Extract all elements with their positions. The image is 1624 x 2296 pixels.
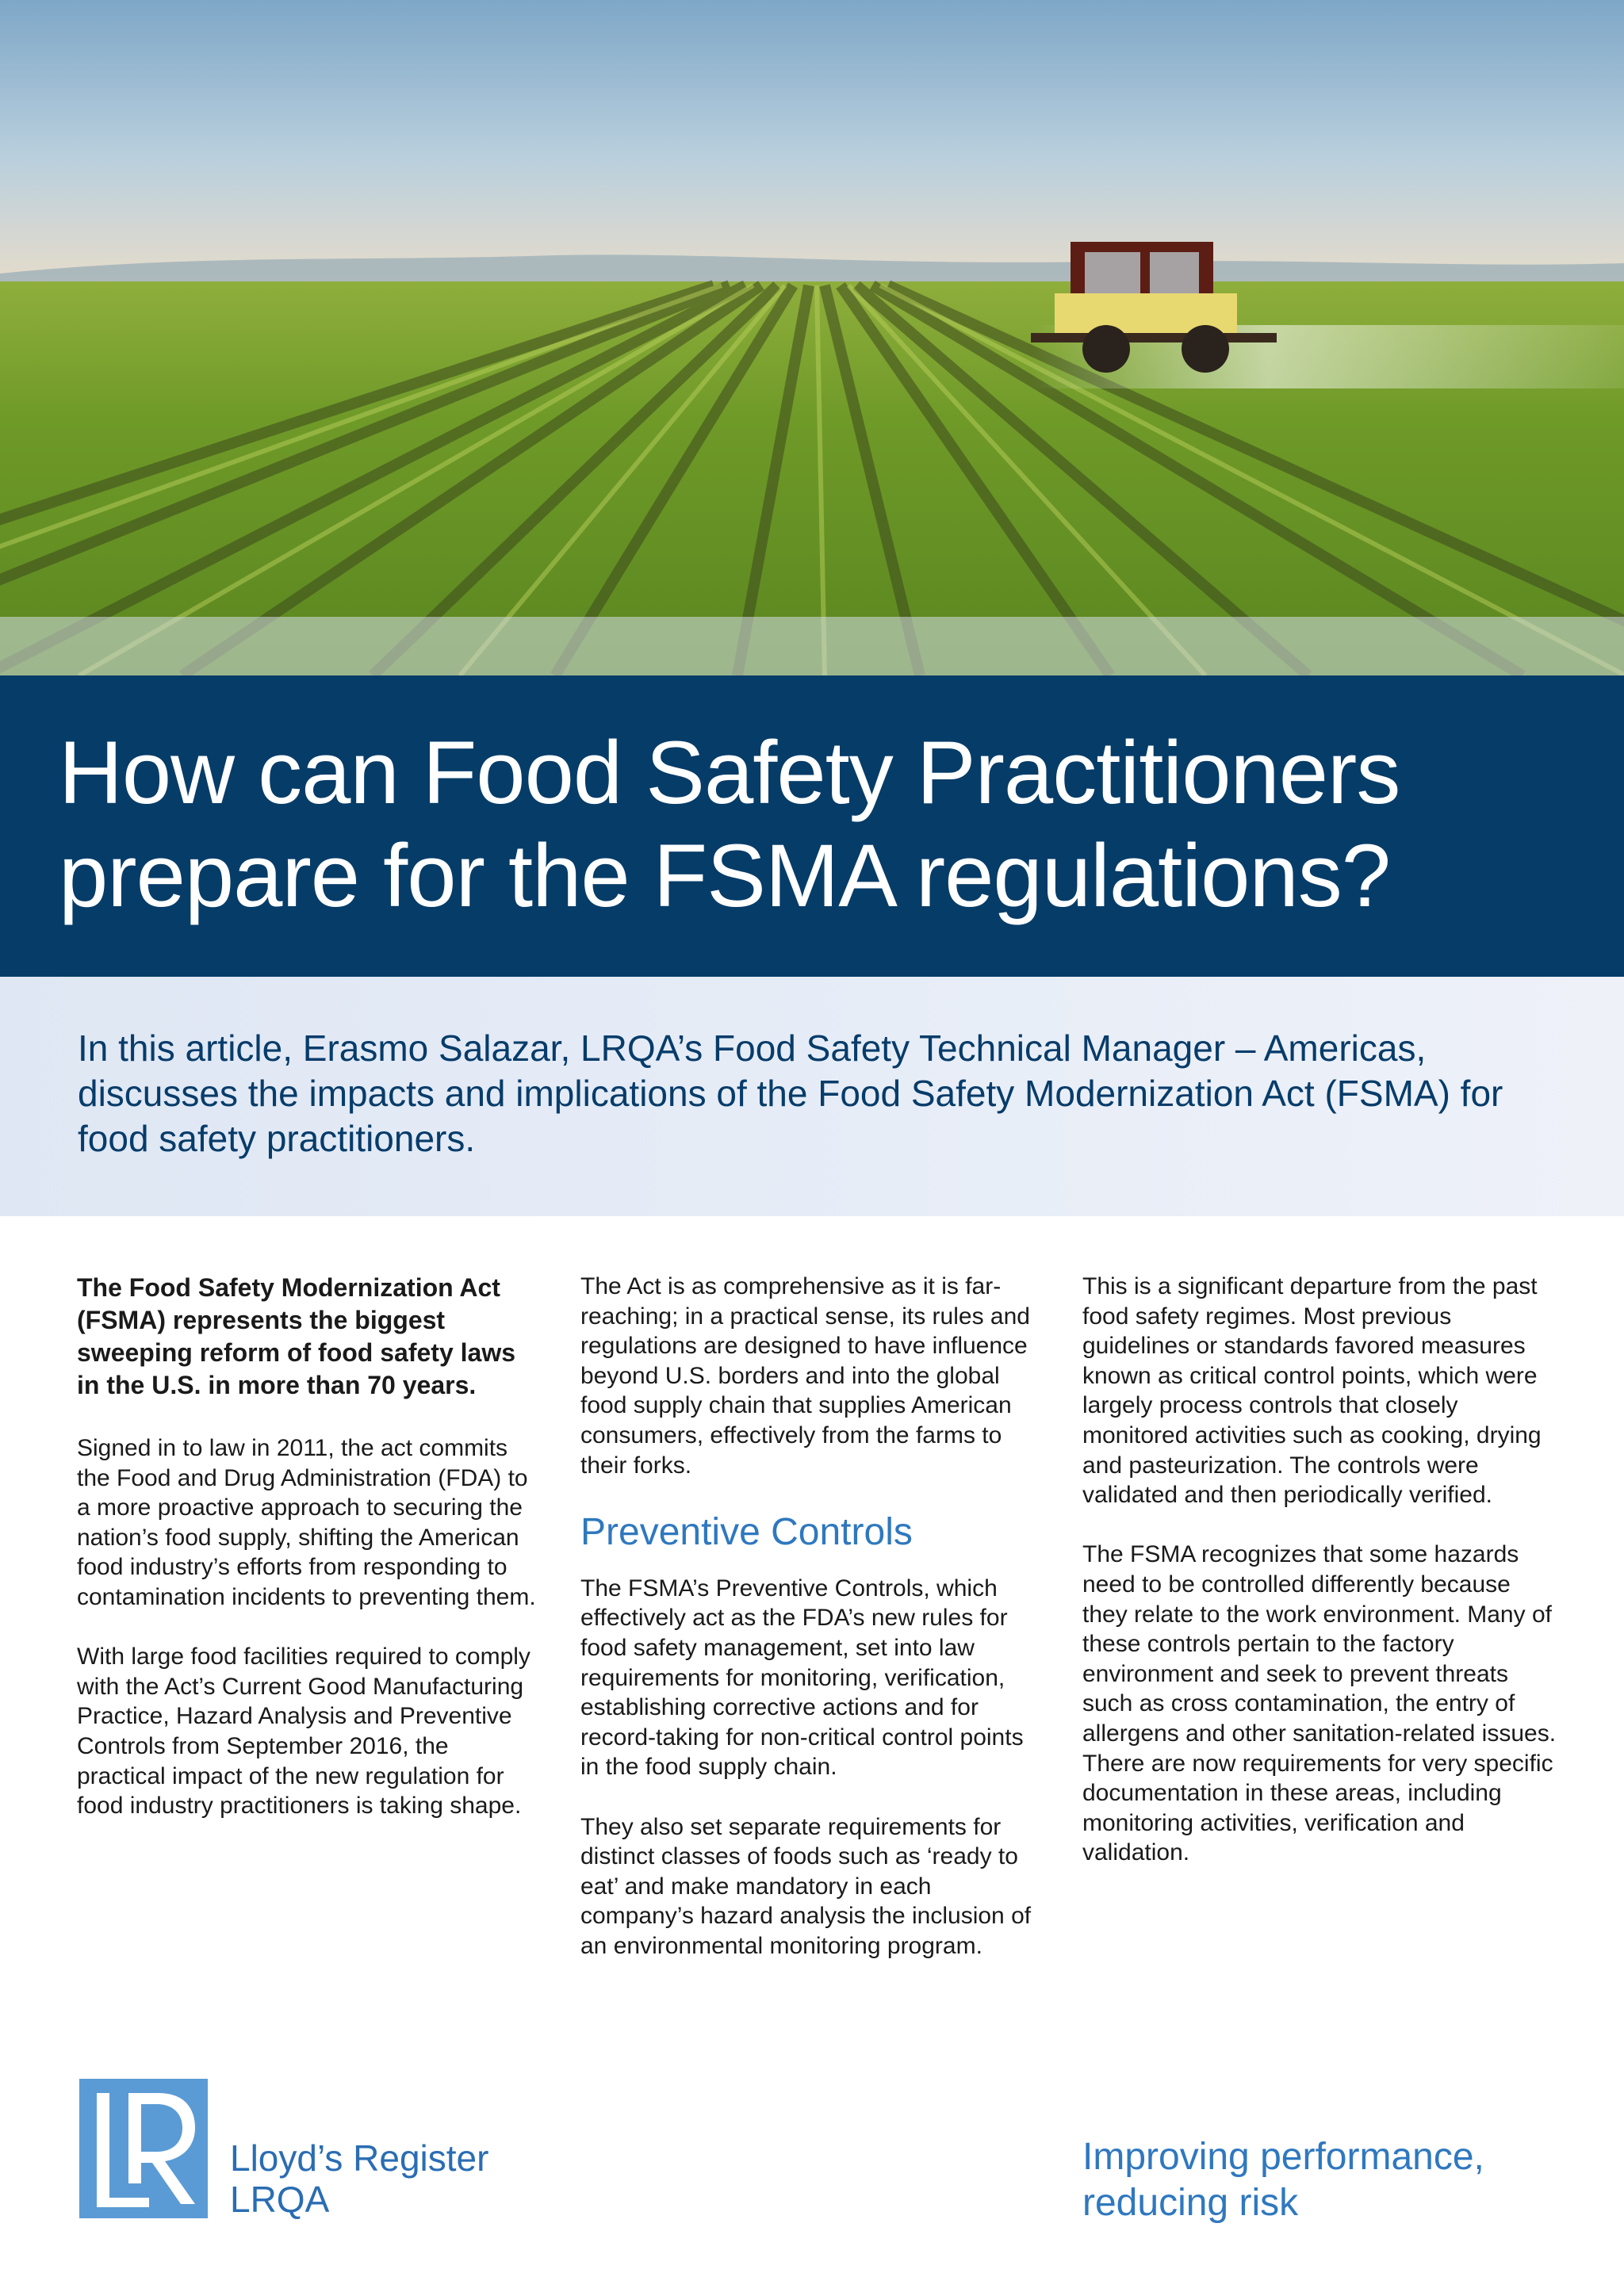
hero-overlay-band	[0, 617, 1624, 675]
paragraph: Signed in to law in 2011, the act commits the Food and Drug Administration (FDA) to a more proactive approach to securing the nation’s food supply, shifting the American food industry’s efforts from responding to contamination incidents to preventing them.	[77, 1435, 536, 1610]
brand-line-1: Lloyd’s Register	[230, 2137, 489, 2179]
column-3	[1082, 1272, 1558, 1897]
tagline	[1082, 2134, 1484, 2226]
lr-logo-icon	[79, 2079, 208, 2218]
tagline-line-2: reducing risk	[1082, 2182, 1299, 2224]
page-title	[59, 721, 1565, 928]
title-line-1: How can Food Safety Practitioners	[59, 723, 1400, 822]
title-band	[0, 675, 1624, 977]
brand-name	[230, 2137, 488, 2220]
paragraph: With large food facilities required to comply with the Act’s Current Good Manufacturing Practice, Hazard Analysis and Preventive Controls from September 2016, the practical impact of the new regulation for food industry practitioners is taking shape.	[77, 1644, 530, 1820]
section-heading: Preventive Controls	[580, 1510, 913, 1553]
paragraph: The Act is as comprehensive as it is far-reaching; in a practical sense, its rules and regulations are designed to have influence beyond U.S. borders and into the global food supply chain that supplies American consumers, effectively from the farms to their forks.	[580, 1273, 1030, 1479]
lead-paragraph: The Food Safety Modernization Act (FSMA) represents the biggest sweeping reform of food safety laws in the U.S. in more than 70 years.	[77, 1273, 515, 1399]
column-1	[77, 1272, 537, 1850]
paragraph: The FSMA recognizes that some hazards need to be controlled differently because they relate to the work environment. Many of these controls pertain to the factory environment and seek to prevent threats such as cross contamination, the entry of allergens and other sanitation-related issues. There are now requirements for very specific documentation in these areas, including monitoring activities, verification and validation.	[1082, 1541, 1557, 1866]
farm-field-photo	[0, 0, 1624, 675]
intro-text: In this article, Erasmo Salazar, LRQA’s Food Safety Technical Manager – Americas, discusses the impacts and implications of the Food Safety Modernization Act (FSMA) for food safety practitioners.	[78, 1027, 1503, 1159]
paragraph: The FSMA’s Preventive Controls, which effectively act as the FDA’s new rules for food safety management, set into law requirements for monitoring, verification, establishing corrective actions and for record-taking for non-critical control points in the food supply chain.	[580, 1575, 1024, 1781]
paragraph: This is a significant departure from the past food safety regimes. Most previous guidelines or standards favored measures known as critical control points, which were largely process controls that closely monitored activities such as cooking, drying and pasteurization. The controls were validated and then periodically verified.	[1082, 1273, 1542, 1509]
brand-line-2: LRQA	[230, 2179, 330, 2220]
hero-image	[0, 0, 1624, 675]
intro-band	[0, 977, 1624, 1216]
title-line-2: prepare for the FSMA regulations?	[59, 826, 1391, 925]
paragraph: They also set separate requirements for distinct classes of foods such as ‘ready to eat’ and make mandatory in each company’s hazard analysis the inclusion of an environmental monitoring program.	[580, 1813, 1032, 1959]
tagline-line-1: Improving performance,	[1082, 2136, 1484, 2178]
column-2	[580, 1272, 1048, 1991]
